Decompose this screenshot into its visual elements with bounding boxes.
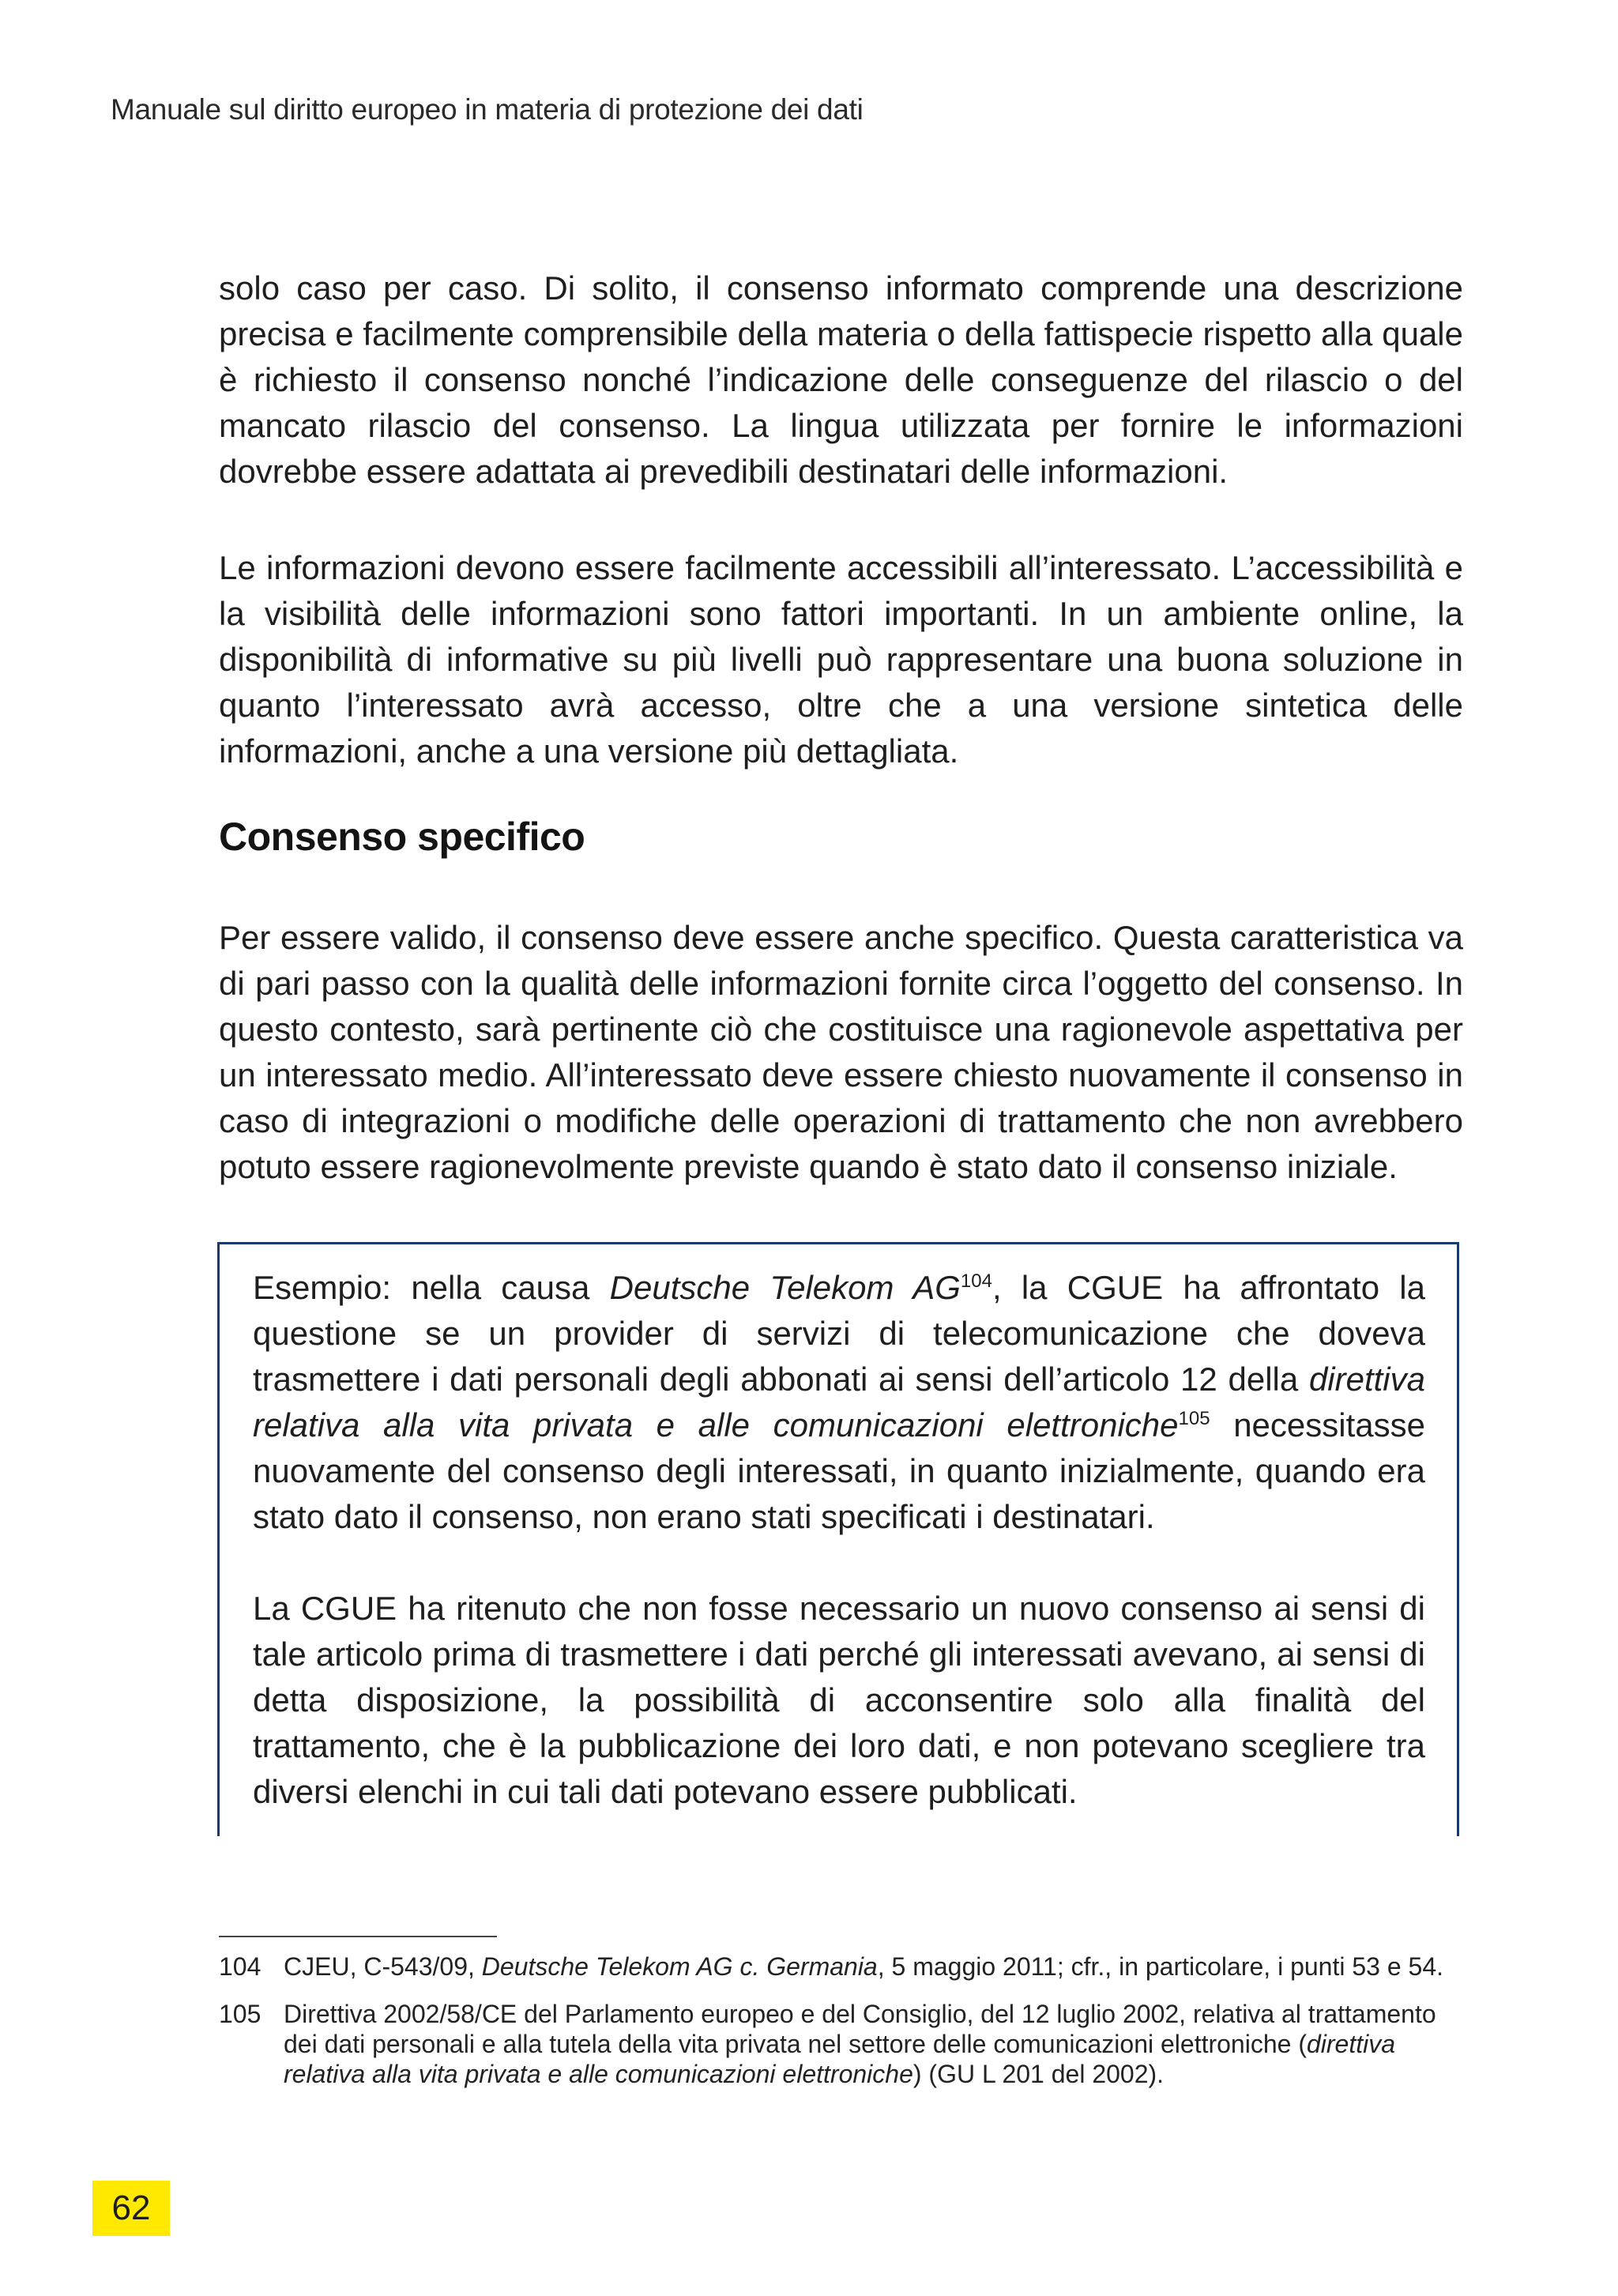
footnote-104 xyxy=(219,1952,1463,1982)
footnote-number: 105 xyxy=(219,2000,262,2028)
case-name: Deutsche Telekom AG xyxy=(609,1269,961,1306)
page-number-badge: 62 xyxy=(92,2181,170,2236)
example-content xyxy=(253,1265,1425,1815)
example-box xyxy=(217,1242,1459,1836)
body-paragraph-3: Per essere valido, il consenso deve essere anche specifico. Questa caratteristica va di pari passo con la qualità delle informazioni fornite circa l’oggetto del consenso. In questo contesto, sarà pertinente ciò che costituisce una ragionevole aspettativa per un interessato medio. All’interessato deve essere chiesto nuovamente il consenso in caso di integrazioni o modifiche delle operazioni di trattamento che non avrebbero potuto essere ragionevolmente previste quando è stato dato il consenso iniziale. xyxy=(219,919,1463,1185)
footnote-ref-105[interactable]: 105 xyxy=(1178,1408,1210,1429)
footnote-divider xyxy=(219,1936,497,1937)
directive-name: direttiva relativa alla vita privata e alle comunicazioni elettroniche xyxy=(253,1361,1425,1443)
body-paragraph-2: Le informazioni devono essere facilmente accessibili all’interessato. L’accessibilità e la visibilità delle informazioni sono fattori importanti. In un ambiente online, la disponibilità di informative su più livelli può rappresentare una buona soluzione in quanto l’interessato avrà accesso, oltre che a una versione sintetica delle informazioni, anche a una versione più dettagliata. xyxy=(219,549,1463,770)
example-text: , la CGUE ha affrontato la questione se un provider di servizi di telecomunicazione che doveva trasmettere i dati personali degli abbonati ai sensi dell’articolo 12 della xyxy=(253,1269,1425,1398)
footnote-105 xyxy=(219,1999,1463,2089)
body-paragraph-1: solo caso per caso. Di solito, il consenso informato comprende una descrizione precisa e facilmente comprensibile della materia o della fattispecie rispetto alla quale è richiesto il consenso nonché l’indicazione delle conseguenze del rilascio o del mancato rilascio del consenso. La lingua utilizzata per fornire le informazioni dovrebbe essere adattata ai prevedibili destinatari delle informazioni. xyxy=(219,269,1463,490)
example-paragraph-1 xyxy=(253,1265,1425,1540)
footnote-text: CJEU, C-543/09, Deutsche Telekom AG c. Germania, 5 maggio 2011; cfr., in particolare, i punti 53 e 54. xyxy=(284,1952,1443,1981)
section-heading: Consenso specifico xyxy=(219,815,585,859)
footnote-ref-104[interactable]: 104 xyxy=(960,1270,992,1292)
footnote-number: 104 xyxy=(219,1952,262,1981)
footnote-text: Direttiva 2002/58/CE del Parlamento europeo e del Consiglio, del 12 luglio 2002, relativa al trattamento dei dati personali e alla tutela della vita privata nel settore delle comunicazioni elettroniche (direttiva relativa alla vita privata e alle comunicazioni elettroniche) (GU L 201 del 2002). xyxy=(284,2000,1436,2088)
example-text: necessitasse nuovamente del consenso degli interessati, in quanto inizialmente, quando era stato dato il consenso, non erano stati specificati i destinatari. xyxy=(253,1406,1425,1535)
example-paragraph-2: La CGUE ha ritenuto che non fosse necessario un nuovo consenso ai sensi di tale articolo prima di trasmettere i dati perché gli interessati avevano, ai sensi di detta disposizione, la possibilità di acconsentire solo alla finalità del trattamento, che è la pubblicazione dei loro dati, e non potevano scegliere tra diversi elenchi in cui tali dati potevano essere pubblicati. xyxy=(253,1590,1425,1810)
running-header-title: Manuale sul diritto europeo in materia di protezione dei dati xyxy=(111,93,864,126)
footnotes xyxy=(219,1952,1463,2106)
example-text: Esempio: nella causa xyxy=(253,1269,610,1306)
